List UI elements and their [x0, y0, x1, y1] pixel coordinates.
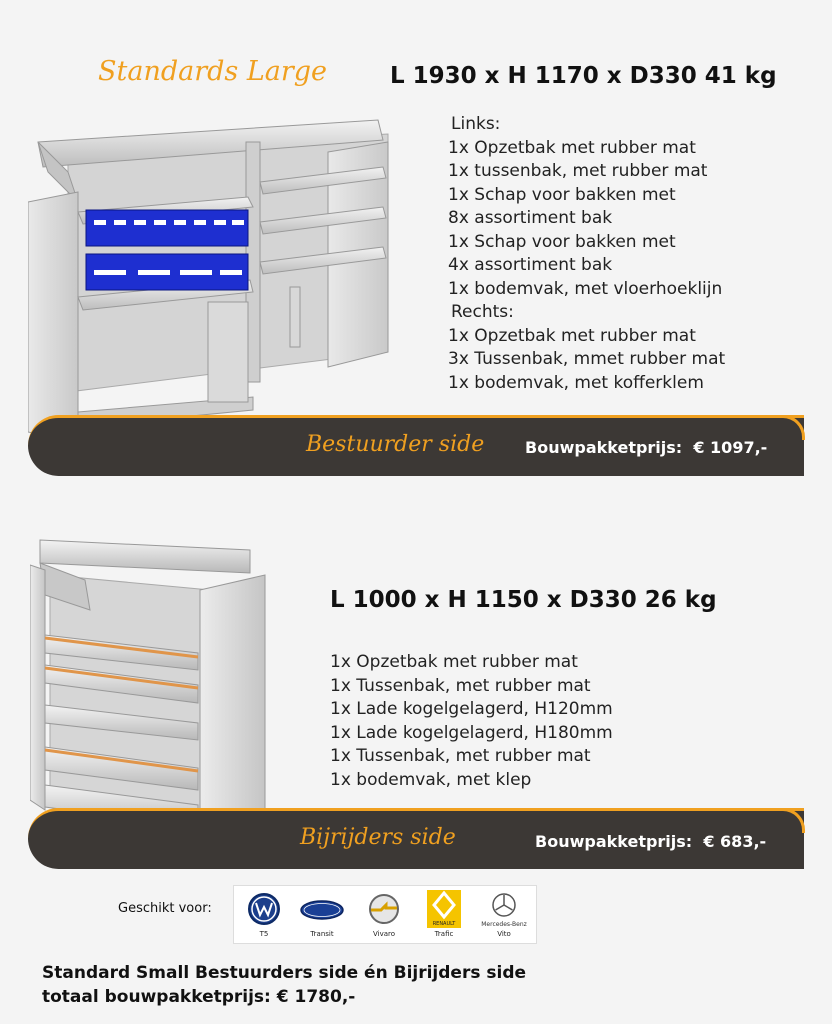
mercedes-wordmark: Mercedes-Benz: [481, 921, 527, 928]
ford-logo-icon: [294, 890, 350, 940]
list-item: 1x Lade kogelgelagerd, H180mm: [330, 722, 613, 743]
price-label: Bouwpakketprijs:: [535, 832, 693, 851]
section1-price: [525, 438, 767, 457]
total-summary: [42, 961, 526, 1009]
section2-dimensions: L 1000 x H 1150 x D330 26 kg: [330, 587, 717, 613]
list-item: Rechts:: [451, 302, 514, 322]
large-shelving-image: [28, 112, 398, 447]
section2-item-list: [330, 651, 613, 792]
list-item: 1x Schap voor bakken met: [448, 184, 676, 205]
list-item: 3x Tussenbak, mmet rubber mat: [448, 349, 726, 369]
list-item: 8x assortiment bak: [448, 208, 613, 228]
section1-price-band: [28, 415, 804, 476]
list-item: 1x Opzetbak met rubber mat: [330, 652, 578, 672]
renault-logo-icon: [416, 890, 472, 940]
brand-caption: Transit: [310, 930, 334, 938]
brand-caption: Trafic: [434, 930, 454, 938]
section1-item-list: [448, 113, 725, 395]
list-item: 1x bodemvak, met klep: [330, 769, 532, 790]
mercedes-logo-icon: [476, 890, 532, 940]
list-item: 4x assortiment bak: [448, 255, 613, 275]
list-item: 1x bodemvak, met kofferklem: [448, 372, 704, 393]
section1-title: Standards Large: [98, 56, 328, 87]
small-shelving-image: [30, 535, 275, 855]
opel-logo-icon: [356, 890, 412, 940]
list-item: 1x Schap voor bakken met: [448, 231, 676, 252]
price-value: € 1097,-: [693, 438, 768, 457]
total-line-1: Standard Small Bestuurders side én Bijrijders side: [42, 963, 527, 983]
vw-logo-icon: [236, 890, 292, 940]
list-item: 1x tussenbak, met rubber mat: [448, 161, 708, 181]
brand-caption: T5: [259, 930, 269, 938]
brand-caption: Vivaro: [372, 930, 396, 938]
list-item: 1x Lade kogelgelagerd, H120mm: [330, 699, 613, 719]
section1-dimensions: L 1930 x H 1170 x D330 41 kg: [390, 63, 777, 89]
section1-side-label: Bestuurder side: [306, 432, 485, 457]
section2-price: [535, 832, 766, 851]
list-item: 1x Tussenbak, met rubber mat: [330, 746, 591, 766]
list-item: 1x Opzetbak met rubber mat: [448, 325, 696, 346]
section2-side-label: Bijrijders side: [300, 825, 456, 850]
renault-wordmark: RENAULT: [432, 921, 456, 927]
brand-logos-strip: [233, 885, 537, 944]
total-line-2: totaal bouwpakketprijs: € 1780,-: [42, 987, 356, 1007]
price-value: € 683,-: [703, 832, 767, 851]
price-label: Bouwpakketprijs:: [525, 438, 683, 457]
list-item: Links:: [451, 114, 501, 134]
list-item: 1x bodemvak, met vloerhoeklijn: [448, 278, 723, 299]
section2-price-band: [28, 808, 804, 869]
brand-caption: Vito: [497, 930, 511, 938]
compat-label: Geschikt voor:: [118, 901, 212, 916]
list-item: 1x Tussenbak, met rubber mat: [330, 675, 591, 696]
list-item: 1x Opzetbak met rubber mat: [448, 137, 696, 158]
